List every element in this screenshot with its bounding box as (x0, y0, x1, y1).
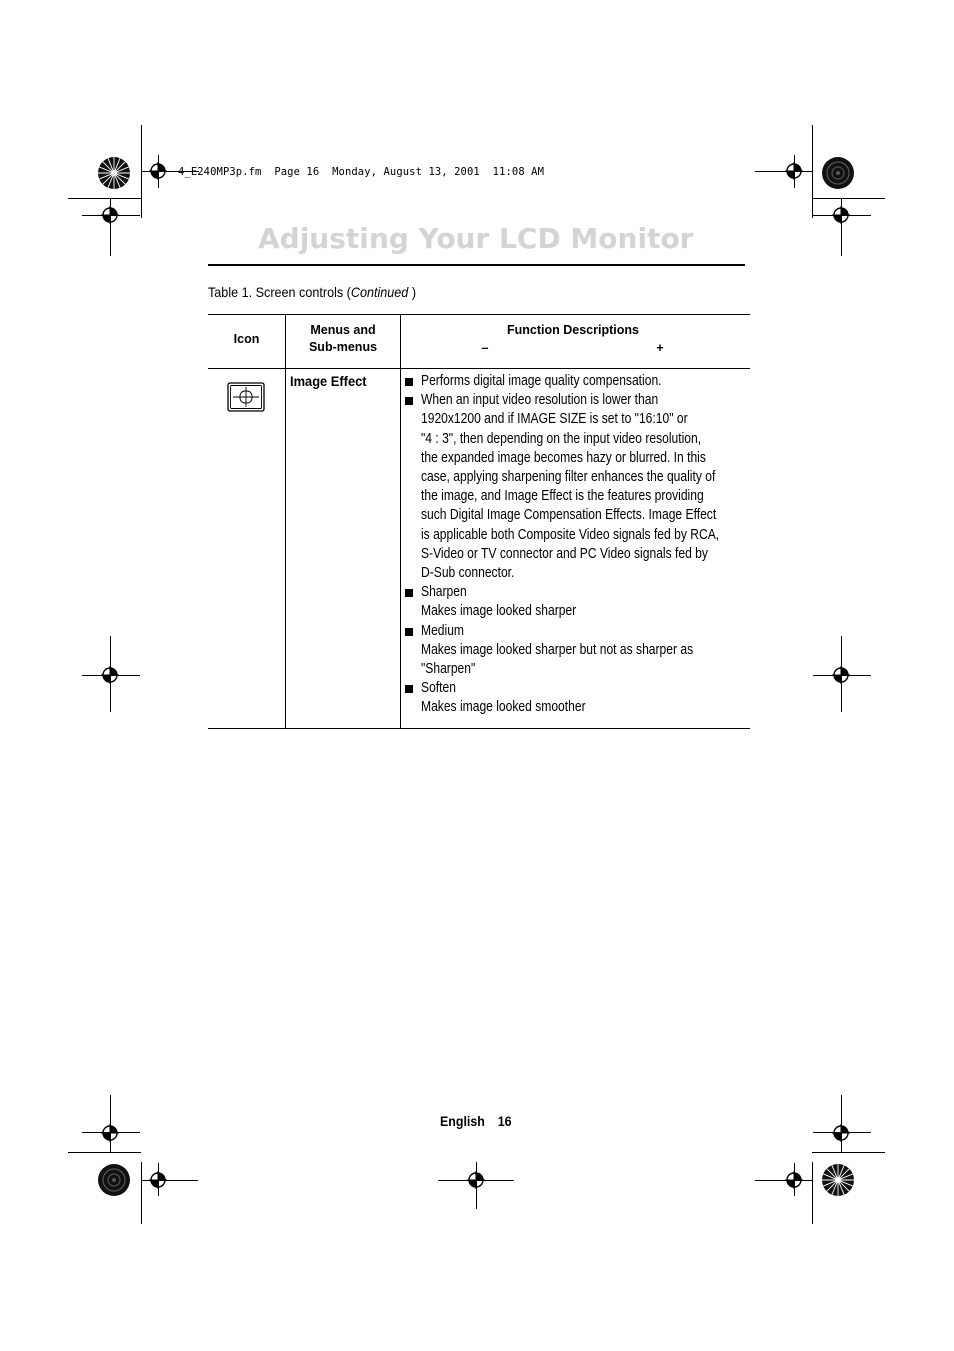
table-caption (208, 284, 416, 300)
bullet-icon (405, 589, 413, 597)
header-menus-line1: Menus and (310, 323, 376, 337)
description-line: Makes image looked sharper but not as sharper as (421, 641, 694, 658)
list-item (405, 372, 750, 391)
table-bottom-rule (208, 728, 750, 729)
starburst-mark-icon (97, 156, 131, 190)
description-line: "4 : 3", then depending on the input video resolution, (421, 430, 702, 447)
table-header-rule (208, 368, 750, 369)
registration-target-icon (467, 1171, 485, 1189)
table-column-divider (400, 314, 401, 729)
header-menus-line2: Sub-menus (308, 340, 378, 354)
list-item (405, 622, 750, 680)
caption-prefix: Table 1. Screen controls ( (208, 284, 351, 300)
description-line: the expanded image becomes hazy or blurred. In this (421, 449, 706, 466)
header-function: Function Descriptions (507, 323, 639, 337)
description-line: Performs digital image quality compensation. (421, 373, 662, 389)
description-line: Medium (421, 622, 464, 639)
registration-target-icon (101, 666, 119, 684)
registration-target-icon (149, 162, 167, 180)
registration-target-icon (101, 206, 119, 224)
registration-target-icon (785, 1171, 803, 1189)
table-top-rule (208, 314, 750, 315)
description-line: Soften (421, 680, 456, 697)
header-plus: + (656, 341, 664, 355)
description-line: Makes image looked sharper (421, 603, 577, 620)
menu-image-effect: Image Effect (290, 373, 367, 389)
image-effect-icon (227, 382, 265, 412)
registration-target-icon (149, 1171, 167, 1189)
registration-target-icon (785, 162, 803, 180)
description-line: When an input video resolution is lower than (421, 392, 659, 409)
starburst-mark-icon (97, 1163, 131, 1197)
registration-target-icon (101, 1124, 119, 1142)
description-line: D-Sub connector. (421, 565, 515, 582)
header-icon: Icon (233, 332, 260, 346)
function-description (405, 372, 750, 718)
description-line: such Digital Image Compensation Effects. Image Effect (421, 507, 717, 524)
description-line: case, applying sharpening filter enhances the quality of (421, 469, 716, 486)
list-item (405, 391, 750, 583)
description-line: 1920x1200 and if IMAGE SIZE is set to "16:10" or (421, 411, 688, 428)
header-minus: – (481, 341, 489, 355)
registration-target-icon (832, 206, 850, 224)
description-line: Makes image looked smoother (421, 699, 586, 716)
page-title: Adjusting Your LCD Monitor (258, 222, 694, 255)
registration-target-icon (832, 1124, 850, 1142)
footer-language: English (440, 1114, 485, 1129)
bullet-icon (405, 685, 413, 693)
page-footer (440, 1114, 512, 1129)
bullet-icon (405, 397, 413, 405)
description-line: Sharpen (421, 584, 467, 601)
caption-suffix: ) (408, 284, 417, 300)
title-rule (208, 264, 745, 266)
caption-continued: Continued (350, 284, 409, 300)
file-header: 4_E240MP3p.fm Page 16 Monday, August 13, 2001 11:08 AM (178, 166, 545, 178)
description-line: the image, and Image Effect is the features providing (421, 488, 704, 505)
bullet-icon (405, 378, 413, 386)
registration-target-icon (832, 666, 850, 684)
starburst-mark-icon (821, 156, 855, 190)
description-line: "Sharpen" (421, 661, 476, 678)
starburst-mark-icon (821, 1163, 855, 1197)
description-line: S-Video or TV connector and PC Video signals fed by (421, 545, 708, 562)
list-item (405, 679, 750, 717)
header-menus (286, 322, 400, 356)
bullet-icon (405, 628, 413, 636)
footer-page-number: 16 (497, 1114, 512, 1129)
description-line: is applicable both Composite Video signals fed by RCA, (421, 526, 720, 543)
table-column-divider (285, 314, 286, 729)
list-item (405, 583, 750, 621)
